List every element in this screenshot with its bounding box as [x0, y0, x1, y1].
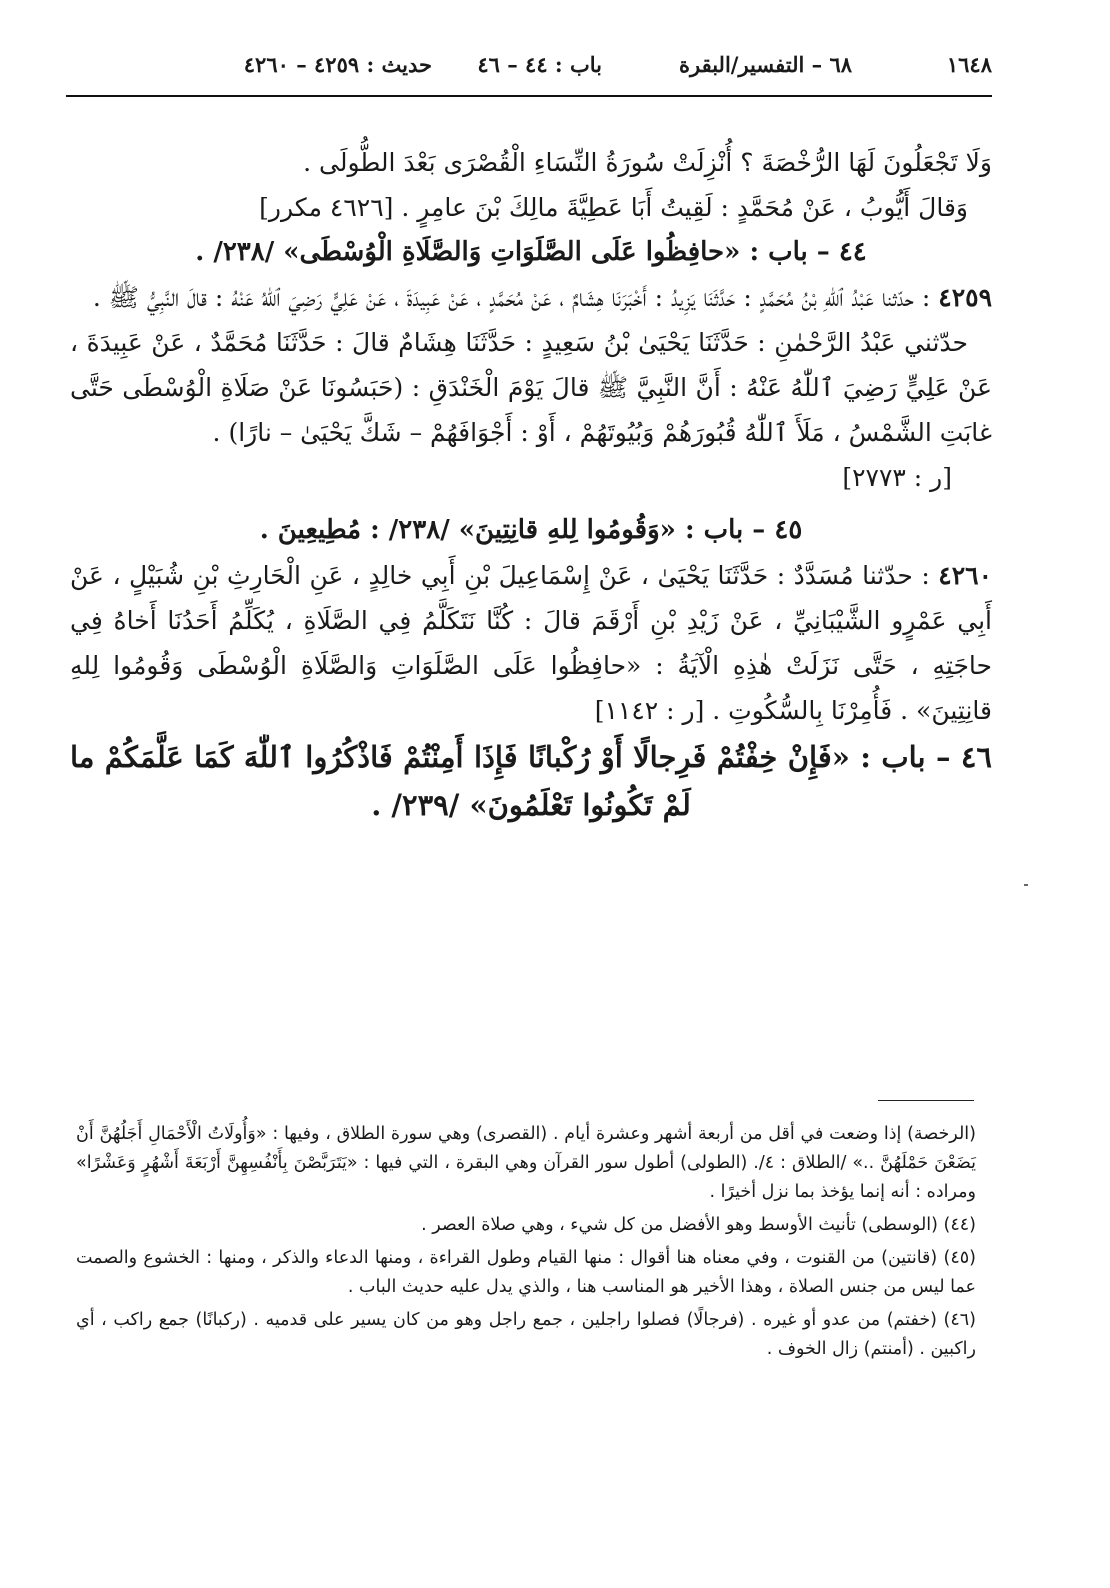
footnote-rule — [878, 1100, 974, 1101]
hadith-4259-number: ٤٢٥٩ — [938, 283, 992, 312]
bab-46-number: ٤٦ – باب : — [860, 740, 992, 774]
bab-44-number: ٤٤ – باب : — [749, 237, 867, 267]
bab-44-heading — [70, 230, 992, 275]
footnote-rukhsa: (الرخصة) إذا وضعت في أقل من أربعة أشهر وعشرة أيام . (القصرى) وهي سورة الطلاق ، وفيها : «وَأُولَاتُ الْأَحْمَالِ أَجَلُهُنَّ أَنْ يَضَعْنَ حَمْلَهُنَّ ..» /الطلاق : ٤/. (الطولى) أطول سور القرآن وهي البقرة ، التي فيها : «يَتَرَبَّصْنَ بِأَنْفُسِهِنَّ أَرْبَعَةَ أَشْهُرٍ وَعَشْرًا» ومراده : أنه إنما يؤخذ بما نزل أخيرًا . — [76, 1124, 976, 1202]
paragraph-rukhsa: وَلَا تَجْعَلُونَ لَهَا الرُّخْصَةَ ؟ أُنْزِلَتْ سُورَةُ النِّسَاءِ الْقُصْرَى بَعْدَ الطُّولَى . — [303, 148, 992, 177]
hadith-4260-number: ٤٢٦٠ — [938, 561, 992, 590]
footnote-46: (٤٦) (خفتم) من عدو أو غيره . (فرجالًا) فصلوا راجلين ، جمع راجل وهو من كان يسير على قدميه . (ركبانًا) جمع راكب ، أي راكبين . (أمنتم) زال الخوف . — [76, 1310, 976, 1359]
hadith-4259-second-chain: حدّثني عَبْدُ الرَّحْمٰنِ : حَدَّثَنَا يَحْيَىٰ بْنُ سَعِيدٍ : حَدَّثَنَا هِشَامٌ قالَ : حَدَّثَنَا مُحَمَّدٌ ، عَنْ عَبِيدَةَ ، عَنْ عَلِيٍّ رَضِيَ ٱللّٰهُ عَنْهُ : أَنَّ النَّبِيَّ ﷺ قالَ يَوْمَ الْخَنْدَقِ : (حَبَسُونَا عَنْ صَلَاةِ الْوُسْطَى حَتَّى غابَتِ الشَّمْسُ ، مَلَأَ ٱللّٰهُ قُبُورَهُمْ وَبُيُوتَهُمْ ، أَوْ : أَجْوَافَهُمْ – شَكَّ يَحْيَىٰ – نارًا) . — [70, 328, 992, 447]
page-number: ١٦٤٨ — [946, 52, 992, 77]
margin-mark — [1024, 884, 1028, 886]
hadith-4260 — [70, 553, 992, 733]
footnotes — [76, 1120, 976, 1368]
hadith-4259 — [70, 275, 992, 320]
bab-range: باب : ٤٤ – ٤٦ — [477, 52, 602, 77]
header-rule — [66, 95, 992, 97]
cross-reference: [ر : ٢٧٧٣] — [842, 463, 952, 492]
bab-46-title: «فَإِنْ خِفْتُمْ فَرِجالًا أَوْ رُكْبانًا فَإِذَا أَمِنْتُمْ فَاذْكُرُوا ٱللّٰهَ كَمَا عَلَّمَكُمْ ما لَمْ تَكُونُوا تَعْلَمُونَ» /٢٣٩/ . — [70, 740, 850, 822]
footnote-44: (٤٤) (الوسطى) تأنيث الأوسط وهو الأفضل من كل شيء ، وهي صلاة العصر . — [421, 1215, 976, 1235]
footnote-45: (٤٥) (قانتين) من القنوت ، وفي معناه هنا أقوال : منها القيام وطول القراءة ، ومنها الدعاء والذكر ، ومنها : الخشوع والصمت عما ليس من جنس الصلاة ، وهذا الأخير هو المناسب هنا ، والذي يدل عليه حديث الباب . — [76, 1248, 976, 1297]
bab-45-heading — [70, 508, 992, 553]
paragraph-ayyub: وَقالَ أَيُّوبُ ، عَنْ مُحَمَّدٍ : لَقِيتُ أَبَا عَطِيَّةَ مالِكَ بْنَ عامِرٍ . [٤٦٢٦ مكرر] — [259, 193, 968, 222]
bab-44-title: «حافِظُوا عَلَى الصَّلَوَاتِ وَالصَّلَاةِ الْوُسْطَى» /٢٣٨/ . — [195, 237, 741, 267]
hadith-4260-text: : حدّثنا مُسَدَّدٌ : حَدَّثَنَا يَحْيَىٰ ، عَنْ إِسْمَاعِيلَ بْنِ أَبِي خالِدٍ ، عَنِ الْحَارِثِ بْنِ شُبَيْلٍ ، عَنْ أَبِي عَمْرٍو الشَّيْبَانِيِّ ، عَنْ زَيْدِ بْنِ أَرْقَمَ قالَ : كُنَّا نَتَكَلَّمُ فِي الصَّلَاةِ ، يُكَلِّمُ أَحَدُنَا أَخاهُ فِي حاجَتِهِ ، حَتَّى نَزَلَتْ هٰذِهِ الْآيَةُ : «حافِظُوا عَلَى الصَّلَوَاتِ وَالصَّلَاةِ الْوُسْطَى وَقُومُوا لِلهِ قانِتِينَ» . فَأُمِرْنَا بِالسُّكُوتِ . [ر : ١١٤٢] — [70, 561, 992, 725]
bab-45-title: «وَقُومُوا لِلهِ قانِتِينَ» /٢٣٨/ : مُطِيعِينَ . — [259, 515, 676, 545]
main-text — [70, 140, 992, 829]
book-title: ٦٨ – التفسير/البقرة — [679, 52, 852, 77]
hadith-4259-text: : حدّثنا عَبْدُ ٱللهِ بْنُ مُحَمَّدٍ : حَدَّثَنَا يَزِيدُ : أَخْبَرَنَا هِشَامٌ ، عَنْ مُحَمَّدٍ ، عَنْ عَبِيدَةَ ، عَنْ عَلِيٍّ رَضِيَ ٱللّٰهُ عَنْهُ : قالَ النَّبِيُّ ﷺ . — [92, 283, 931, 312]
bab-46-heading — [70, 733, 992, 829]
hadith-range: حديث : ٤٢٥٩ – ٤٢٦٠ — [243, 52, 432, 77]
running-header — [66, 52, 992, 92]
bab-45-number: ٤٥ – باب : — [684, 515, 803, 545]
